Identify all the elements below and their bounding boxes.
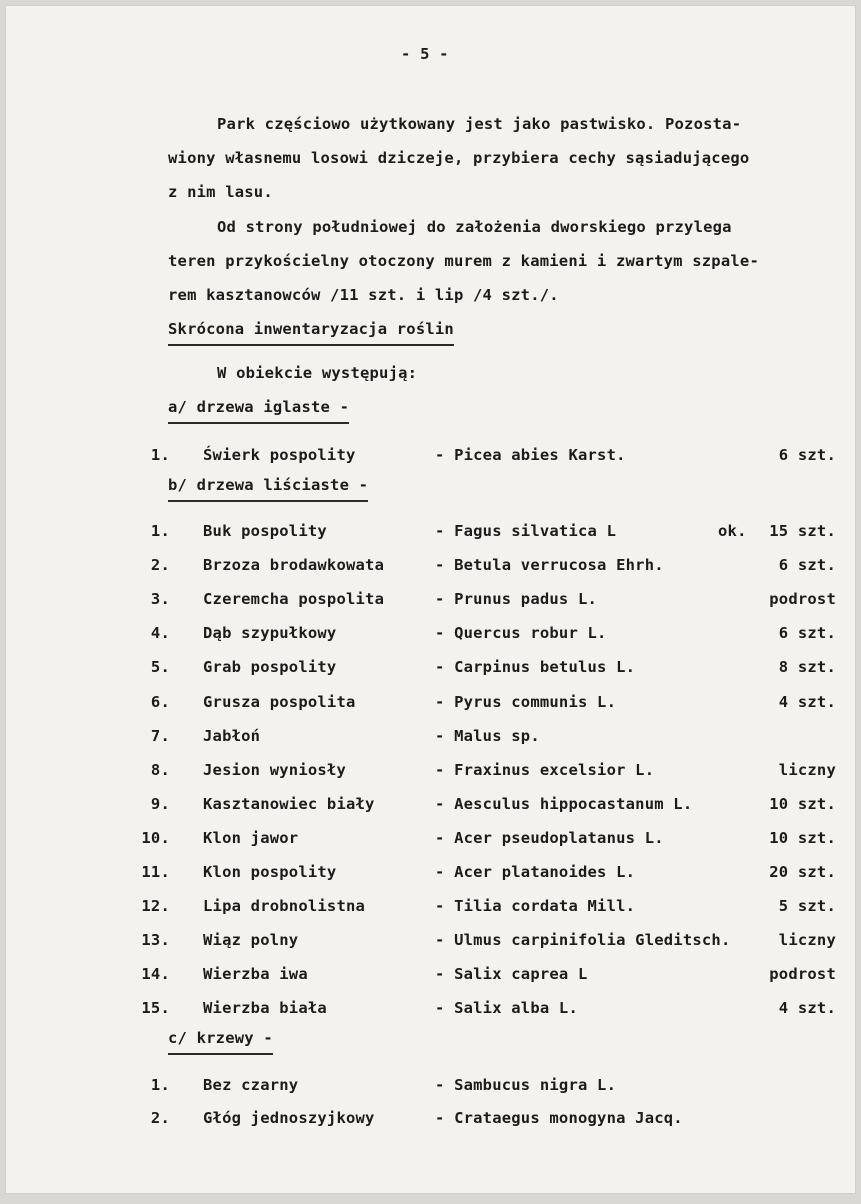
row-number: 8.: [150, 760, 170, 779]
row-number: 4.: [150, 624, 170, 643]
latin-name: - Prunus padus L.: [435, 590, 598, 609]
quantity: 5 szt.: [778, 897, 836, 916]
common-name: Czeremcha pospolita: [203, 590, 385, 609]
latin-name: - Acer pseudoplatanus L.: [435, 828, 664, 847]
common-name: Dąb szypułkowy: [203, 624, 337, 643]
latin-name: - Sambucus nigra L.: [435, 1076, 617, 1094]
common-name: Wierzba biała: [203, 999, 327, 1018]
paragraph-line: teren przykościelny otoczony murem z kamieni i zwartym szpale-: [168, 252, 759, 270]
quantity: 10 szt.: [769, 828, 836, 847]
common-name: Grusza pospolita: [203, 692, 356, 711]
common-name: Wierzba iwa: [203, 965, 308, 984]
row-number: 11.: [141, 863, 170, 881]
common-name: Grab pospolity: [203, 658, 337, 677]
quantity: 15 szt.: [769, 522, 836, 540]
quantity: 4 szt.: [778, 999, 836, 1018]
row-number: 2.: [150, 1109, 170, 1127]
latin-name: - Fraxinus excelsior L.: [435, 760, 655, 779]
paragraph-line: rem kasztanowców /11 szt. i lip /4 szt./.: [168, 286, 559, 304]
group-heading-deciduous: b/ drzewa liściaste -: [168, 476, 368, 502]
row-number: 3.: [150, 590, 170, 609]
common-name: Bez czarny: [203, 1076, 299, 1094]
row-number: 5.: [150, 658, 170, 677]
paragraph-line: Od strony południowej do założenia dworskiego przylega: [217, 218, 732, 236]
quantity: 4 szt.: [778, 692, 836, 711]
quantity: 20 szt.: [769, 863, 836, 881]
latin-name: - Salix caprea L: [435, 965, 588, 984]
row-number: 13.: [141, 931, 170, 950]
latin-name: - Tilia cordata Mill.: [435, 897, 636, 916]
latin-name: - Betula verrucosa Ehrh.: [435, 556, 664, 575]
quantity: 6 szt.: [778, 556, 836, 575]
row-number: 12.: [141, 897, 170, 916]
quantity: 6 szt.: [778, 624, 836, 643]
intro-line: W obiekcie występują:: [217, 364, 418, 382]
quantity: podrost: [769, 590, 836, 609]
row-number: 7.: [150, 726, 170, 745]
common-name: Klon pospolity: [203, 863, 337, 881]
page-number: - 5 -: [401, 45, 449, 63]
row-number: 2.: [150, 556, 170, 575]
row-number: 10.: [141, 828, 170, 847]
common-name: Jesion wyniosły: [203, 760, 346, 779]
quantity: liczny: [778, 931, 836, 950]
row-number: 1.: [150, 446, 170, 464]
latin-name: - Aesculus hippocastanum L.: [435, 794, 693, 813]
common-name: Kasztanowiec biały: [203, 794, 375, 813]
row-number: 6.: [150, 692, 170, 711]
latin-name: - Malus sp.: [435, 726, 540, 745]
quantity: liczny: [778, 760, 836, 779]
common-name: Brzoza brodawkowata: [203, 556, 385, 575]
quantity: 8 szt.: [778, 658, 836, 677]
quantity: 6 szt.: [778, 446, 836, 464]
typed-document-page: [5, 5, 856, 1194]
common-name: Klon jawor: [203, 828, 299, 847]
group-heading-shrubs: c/ krzewy -: [168, 1029, 273, 1055]
common-name: Lipa drobnolistna: [203, 897, 366, 916]
row-number: 1.: [150, 522, 170, 540]
group-heading-conifers: a/ drzewa iglaste -: [168, 398, 349, 424]
common-name: Głóg jednoszyjkowy: [203, 1109, 375, 1127]
paragraph-line: wiony własnemu losowi dziczeje, przybiera cechy sąsiadującego: [168, 149, 750, 167]
latin-name: - Quercus robur L.: [435, 624, 607, 643]
section-title: Skrócona inwentaryzacja roślin: [168, 320, 454, 346]
latin-name: - Carpinus betulus L.: [435, 658, 636, 677]
quantity: 10 szt.: [769, 794, 836, 813]
quantity: podrost: [769, 965, 836, 984]
row-number: 1.: [150, 1076, 170, 1094]
latin-name: - Picea abies Karst.: [435, 446, 626, 464]
paragraph-line: Park częściowo użytkowany jest jako pastwisko. Pozosta-: [217, 115, 742, 133]
latin-name: - Crataegus monogyna Jacq.: [435, 1109, 683, 1127]
row-number: 14.: [141, 965, 170, 984]
common-name: Wiąz polny: [203, 931, 299, 950]
common-name: Jabłoń: [203, 726, 261, 745]
latin-name: - Ulmus carpinifolia Gleditsch.: [435, 931, 731, 950]
paragraph-line: z nim lasu.: [168, 183, 273, 201]
latin-name: - Acer platanoides L.: [435, 863, 636, 881]
row-number: 15.: [141, 999, 170, 1018]
row-number: 9.: [150, 794, 170, 813]
common-name: Buk pospolity: [203, 522, 327, 540]
latin-name: - Salix alba L.: [435, 999, 578, 1018]
quantity-prefix: ok.: [718, 522, 747, 540]
latin-name: - Pyrus communis L.: [435, 692, 617, 711]
latin-name: - Fagus silvatica L: [435, 522, 617, 540]
common-name: Świerk pospolity: [203, 446, 356, 464]
